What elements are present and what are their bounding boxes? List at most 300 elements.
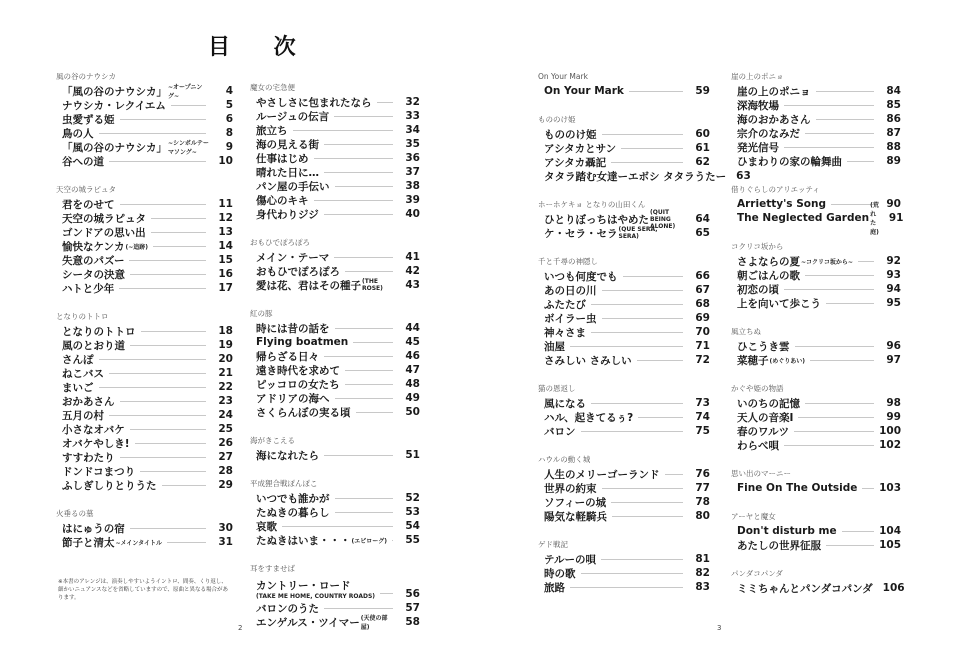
entry-title: 菜穂子 (737, 354, 769, 367)
toc-entry[interactable] (250, 264, 420, 278)
entry-title: 旅立ち (256, 124, 288, 137)
toc-entry[interactable] (731, 296, 901, 310)
leader-line (794, 431, 874, 432)
toc-entry[interactable] (731, 396, 901, 410)
leader-line (784, 105, 874, 106)
toc-entry[interactable] (250, 335, 420, 349)
toc-section (250, 238, 420, 292)
toc-entry[interactable] (56, 267, 233, 281)
entry-page-number: 65 (695, 227, 710, 239)
entry-page-number: 43 (405, 279, 420, 291)
entry-title: ボイラー虫 (544, 312, 597, 325)
toc-entry[interactable] (538, 169, 751, 183)
entry-page-number: 81 (695, 553, 710, 565)
toc-entry[interactable] (731, 581, 905, 595)
toc-entry[interactable] (56, 154, 233, 168)
entry-title: おかあさん (62, 395, 115, 408)
toc-entry[interactable] (56, 84, 233, 98)
entry-title: 世界の約束 (544, 482, 597, 495)
leader-line (324, 144, 393, 145)
toc-entry[interactable] (56, 352, 233, 366)
arrangement-note: ※本書のアレンジは、演奏しやすいようイントロ、間奏、くり返し、細かいニュアンスなどを省略していますので、原曲と異なる場合があります。 (58, 579, 229, 601)
leader-line (601, 559, 683, 560)
toc-section (538, 384, 710, 438)
entry-title: たぬきの暮らし (256, 506, 330, 519)
toc-entry[interactable] (250, 505, 420, 519)
toc-entry[interactable] (250, 193, 420, 207)
entry-page-number: 5 (225, 99, 233, 111)
toc-entry[interactable] (538, 495, 710, 509)
toc-entry[interactable] (250, 576, 420, 601)
entry-page-number: 105 (879, 539, 901, 551)
toc-entry[interactable] (56, 338, 233, 352)
toc-entry[interactable] (731, 268, 901, 282)
toc-section (56, 72, 233, 168)
toc-entry[interactable] (250, 278, 420, 292)
section-label: 崖の上のポニョ (731, 72, 784, 81)
entry-title: 風のとおり道 (62, 339, 125, 352)
section-label: 海がきこえる (250, 436, 295, 445)
leader-line (335, 186, 394, 187)
entry-title: 晴れた日に… (256, 166, 319, 179)
entry-page-number: 13 (218, 226, 233, 238)
toc-entry[interactable] (56, 394, 233, 408)
toc-section (56, 509, 233, 549)
section-label: 思い出のマーニー (731, 469, 791, 478)
toc-entry[interactable] (250, 207, 420, 221)
entry-title: 哀歌 (256, 520, 277, 533)
toc-entry[interactable] (250, 615, 420, 629)
entry-title: Arrietty's Song (737, 198, 826, 210)
entry-title: ミミちゃんとパンダコパンダ (737, 582, 873, 595)
toc-entry[interactable] (731, 282, 901, 296)
entry-title: ねこバス (62, 367, 104, 380)
toc-entry[interactable] (538, 580, 710, 594)
entry-page-number: 61 (695, 142, 710, 154)
toc-entry[interactable] (250, 405, 420, 419)
leader-line (805, 403, 874, 404)
entry-page-number: 93 (886, 269, 901, 281)
toc-entry[interactable] (731, 438, 901, 452)
toc-entry[interactable] (250, 601, 420, 615)
leader-line (621, 148, 683, 149)
toc-section (731, 384, 901, 452)
leader-line (842, 531, 874, 532)
entry-page-number: 28 (218, 465, 233, 477)
entry-page-number: 76 (695, 468, 710, 480)
entry-page-number: 30 (218, 522, 233, 534)
leader-line (151, 232, 206, 233)
entry-page-number: 15 (218, 254, 233, 266)
toc-entry[interactable] (731, 538, 901, 552)
toc-entry[interactable] (56, 112, 233, 126)
entry-title: ゴンドアの思い出 (62, 226, 146, 239)
entry-title: シータの決意 (62, 268, 125, 281)
toc-column-2 (250, 83, 420, 646)
toc-section (731, 569, 905, 595)
toc-entry[interactable] (56, 521, 233, 535)
entry-page-number: 29 (218, 479, 233, 491)
toc-entry[interactable] (250, 123, 420, 137)
entry-page-number: 99 (886, 411, 901, 423)
entry-title: ルージュの伝言 (256, 110, 330, 123)
leader-line (314, 158, 394, 159)
entry-title: 身代わりジジ (256, 208, 319, 221)
toc-entry[interactable] (250, 250, 420, 264)
entry-page-number: 10 (218, 155, 233, 167)
entry-page-number: 26 (218, 437, 233, 449)
leader-line (109, 161, 206, 162)
toc-entry[interactable] (731, 126, 901, 140)
entry-title: 愛は花、君はその種子 (256, 279, 361, 292)
entry-title: ピッコロの女たち (256, 378, 340, 391)
section-label: 天空の城ラピュタ (56, 185, 116, 194)
toc-section (250, 83, 420, 221)
entry-subtitle: (めぐりあい) (769, 357, 805, 365)
toc-entry[interactable] (250, 519, 420, 533)
entry-title: 愉快なケンカ (62, 240, 125, 253)
toc-entry[interactable] (56, 380, 233, 394)
toc-entry[interactable] (250, 377, 420, 391)
entry-title: 天人の音楽I (737, 411, 794, 424)
section-label: コクリコ坂から (731, 242, 784, 251)
section-label: 猫の恩返し (538, 384, 576, 393)
toc-entry[interactable] (56, 281, 233, 295)
entry-page-number: 87 (886, 127, 901, 139)
entry-title: Fine On The Outside (737, 482, 858, 494)
entry-title: 崖の上のポニョ (737, 85, 811, 98)
entry-title: はにゅうの宿 (62, 522, 125, 535)
entry-page-number: 24 (218, 409, 233, 421)
entry-page-number: 17 (218, 282, 233, 294)
leader-line (377, 102, 394, 103)
entry-page-number: 50 (405, 406, 420, 418)
entry-page-number: 6 (225, 113, 233, 125)
leader-line (602, 134, 684, 135)
toc-entry[interactable] (538, 410, 710, 424)
toc-entry[interactable] (731, 339, 901, 353)
toc-section (731, 185, 904, 236)
entry-title: すすわたり (62, 451, 115, 464)
entry-page-number: 75 (695, 425, 710, 437)
entry-title: タタラ踏む女達ーエボシ タタラうたー (544, 170, 727, 183)
leader-line (356, 412, 394, 413)
entry-page-number: 49 (405, 392, 420, 404)
entry-page-number: 71 (695, 340, 710, 352)
toc-entry[interactable] (250, 363, 420, 377)
toc-entry[interactable] (56, 464, 233, 478)
toc-entry[interactable] (538, 311, 710, 325)
toc-entry[interactable] (56, 197, 233, 211)
entry-title: 初恋の頃 (737, 283, 779, 296)
toc-entry[interactable] (250, 179, 420, 193)
section-label: 紅の豚 (250, 309, 273, 318)
leader-line (335, 328, 394, 329)
toc-entry[interactable] (250, 137, 420, 151)
toc-entry[interactable] (56, 239, 233, 253)
leader-line (602, 488, 684, 489)
entry-title: ナウシカ・レクイエム (62, 99, 166, 112)
toc-entry[interactable] (250, 391, 420, 405)
toc-section (731, 327, 901, 367)
entry-page-number: 96 (886, 340, 901, 352)
entry-page-number: 53 (405, 506, 420, 518)
entry-page-number: 45 (405, 336, 420, 348)
entry-title: 傷心のキキ (256, 194, 309, 207)
toc-entry[interactable] (538, 208, 710, 230)
entry-page-number: 36 (405, 152, 420, 164)
entry-title: メイン・テーマ (256, 251, 330, 264)
toc-entry[interactable] (56, 140, 233, 154)
entry-page-number: 52 (405, 492, 420, 504)
entry-page-number: 34 (405, 124, 420, 136)
entry-title: 人生のメリーゴーランド (544, 468, 660, 481)
toc-entry[interactable] (538, 353, 710, 367)
entry-page-number: 58 (405, 616, 420, 628)
toc-entry[interactable] (250, 321, 420, 335)
toc-section (56, 185, 233, 295)
entry-page-number: 84 (886, 85, 901, 97)
section-label: 借りぐらしのアリエッティ (731, 185, 820, 194)
entry-title: 上を向いて歩こう (737, 297, 821, 310)
leader-line (167, 542, 206, 543)
leader-line (282, 526, 393, 527)
leader-line (151, 218, 206, 219)
entry-page-number: 25 (218, 423, 233, 435)
entry-page-number: 69 (695, 312, 710, 324)
toc-entry[interactable] (56, 98, 233, 112)
entry-title: ふたたび (544, 298, 586, 311)
entry-title: 油屋 (544, 340, 565, 353)
entry-page-number: 56 (405, 588, 420, 600)
toc-entry[interactable] (250, 448, 420, 462)
toc-entry[interactable] (538, 509, 710, 523)
entry-title: おもひでぽろぽろ (256, 265, 340, 278)
leader-line (784, 289, 874, 290)
toc-section (538, 200, 710, 240)
section-label: 耳をすませば (250, 564, 295, 573)
entry-page-number: 102 (879, 439, 901, 451)
entry-page-number: 94 (886, 283, 901, 295)
entry-page-number: 88 (886, 141, 901, 153)
toc-entry[interactable] (56, 366, 233, 380)
entry-title-block (256, 578, 375, 600)
toc-entry[interactable] (731, 140, 901, 154)
entry-page-number: 42 (405, 265, 420, 277)
section-label: となりのトトロ (56, 312, 109, 321)
section-label: On Your Mark (538, 72, 588, 81)
entry-title: 「風の谷のナウシカ」 (62, 85, 167, 98)
toc-entry[interactable] (538, 84, 710, 98)
toc-entry[interactable] (56, 450, 233, 464)
leader-line (612, 516, 683, 517)
entry-page-number: 20 (218, 353, 233, 365)
toc-entry[interactable] (538, 325, 710, 339)
entry-title: ハトと少年 (62, 282, 115, 295)
entry-title: Don't disturb me (737, 525, 837, 537)
leader-line (638, 417, 683, 418)
entry-title: 発光信号 (737, 141, 779, 154)
entry-title: 時の歌 (544, 567, 576, 580)
toc-entry[interactable] (731, 98, 901, 112)
entry-subtitle: ~メインタイトル (115, 539, 163, 547)
entry-title: 虫愛ずる姫 (62, 113, 115, 126)
leader-line (130, 345, 206, 346)
entry-page-number: 64 (695, 213, 710, 225)
toc-entry[interactable] (56, 436, 233, 450)
toc-entry[interactable] (538, 467, 710, 481)
entry-title: たぬきはいま・・・ (256, 534, 351, 547)
leader-line (324, 214, 393, 215)
toc-entry[interactable] (538, 424, 710, 438)
leader-line (591, 332, 683, 333)
toc-entry[interactable] (250, 165, 420, 179)
toc-entry[interactable] (731, 410, 901, 424)
entry-page-number: 19 (218, 339, 233, 351)
entry-page-number: 82 (695, 567, 710, 579)
toc-entry[interactable] (56, 422, 233, 436)
leader-line (99, 359, 207, 360)
entry-page-number: 80 (695, 510, 710, 522)
entry-title: ハル、起きてるぅ? (544, 411, 634, 424)
toc-entry[interactable] (56, 535, 233, 549)
entry-page-number: 23 (218, 395, 233, 407)
page-title: 目 次 (208, 35, 314, 60)
leader-line (120, 457, 206, 458)
leader-line (141, 331, 207, 332)
entry-title: 仕事はじめ (256, 152, 309, 165)
toc-entry[interactable] (250, 349, 420, 363)
page-number-left: 2 (238, 624, 243, 632)
toc-entry[interactable] (538, 566, 710, 580)
toc-entry[interactable] (56, 324, 233, 338)
entry-title: アシタカとサン (544, 142, 617, 155)
entry-page-number: 54 (405, 520, 420, 532)
leader-line (623, 276, 684, 277)
leader-line (130, 429, 206, 430)
entry-page-number: 40 (405, 208, 420, 220)
entry-title: 海になれたら (256, 449, 319, 462)
entry-title: 深海牧場 (737, 99, 779, 112)
toc-section (731, 469, 901, 495)
toc-entry[interactable] (56, 478, 233, 492)
leader-line (345, 370, 393, 371)
toc-entry[interactable] (56, 408, 233, 422)
entry-page-number: 98 (886, 397, 901, 409)
entry-subtitle: (天使の部屋) (360, 615, 388, 631)
toc-entry[interactable] (538, 297, 710, 311)
entry-page-number: 68 (695, 298, 710, 310)
entry-subtitle: ~オープニング~ (168, 84, 203, 100)
entry-page-number: 16 (218, 268, 233, 280)
entry-page-number: 100 (879, 425, 901, 437)
entry-page-number: 67 (695, 284, 710, 296)
entry-page-number: 41 (405, 251, 420, 263)
leader-line (826, 303, 874, 304)
entry-page-number: 74 (695, 411, 710, 423)
toc-entry[interactable] (56, 225, 233, 239)
toc-entry[interactable] (250, 109, 420, 123)
toc-entry[interactable] (731, 424, 901, 438)
entry-title: アドリアの海へ (256, 392, 330, 405)
entry-title: やさしさに包まれたなら (256, 96, 372, 109)
leader-line (120, 401, 207, 402)
entry-page-number: 70 (695, 326, 710, 338)
entry-page-number: 48 (405, 378, 420, 390)
entry-title: 朝ごはんの歌 (737, 269, 800, 282)
toc-entry[interactable] (538, 141, 710, 155)
toc-entry[interactable] (538, 481, 710, 495)
entry-page-number: 86 (886, 113, 901, 125)
toc-entry[interactable] (538, 339, 710, 353)
entry-page-number: 104 (879, 525, 901, 537)
entry-title: オバケやしき! (62, 437, 130, 450)
leader-line (130, 274, 206, 275)
toc-entry[interactable] (538, 127, 710, 141)
leader-line (293, 130, 394, 131)
toc-entry[interactable] (538, 552, 710, 566)
toc-entry[interactable] (538, 269, 710, 283)
leader-line (335, 398, 394, 399)
entry-title: 風になる (544, 397, 586, 410)
entry-title: テルーの唄 (544, 553, 596, 566)
toc-entry[interactable] (250, 533, 420, 547)
entry-title: 失意のパズー (62, 254, 125, 267)
entry-page-number: 73 (695, 397, 710, 409)
entry-page-number: 95 (886, 297, 901, 309)
leader-line (99, 387, 207, 388)
entry-page-number: 89 (886, 155, 901, 167)
leader-line (591, 403, 683, 404)
leader-line (862, 488, 874, 489)
toc-entry[interactable] (250, 151, 420, 165)
toc-section (538, 540, 710, 594)
leader-line (392, 540, 393, 541)
leader-line (109, 415, 206, 416)
toc-entry[interactable] (538, 155, 710, 169)
entry-page-number: 72 (695, 354, 710, 366)
toc-entry[interactable] (56, 253, 233, 267)
toc-entry[interactable] (731, 154, 901, 168)
entry-page-number: 92 (886, 255, 901, 267)
toc-entry[interactable] (731, 84, 901, 98)
toc-entry[interactable] (250, 95, 420, 109)
leader-line (120, 119, 207, 120)
entry-page-number: 27 (218, 451, 233, 463)
entry-title: 帰らざる日々 (256, 350, 319, 363)
toc-entry[interactable] (250, 491, 420, 505)
toc-entry[interactable] (731, 112, 901, 126)
section-label: もののけ姫 (538, 115, 576, 124)
leader-line (135, 443, 206, 444)
page-number-right: 3 (717, 624, 722, 632)
entry-title: いつでも誰かが (256, 492, 330, 505)
leader-line (570, 587, 683, 588)
toc-entry[interactable] (56, 211, 233, 225)
toc-entry[interactable] (538, 283, 710, 297)
toc-entry[interactable] (731, 353, 901, 367)
entry-page-number: 90 (886, 198, 901, 210)
toc-entry[interactable] (731, 481, 901, 495)
leader-line (120, 204, 207, 205)
entry-title: いのちの記憶 (737, 397, 800, 410)
toc-entry[interactable] (731, 254, 901, 268)
toc-entry[interactable] (731, 524, 901, 538)
entry-page-number: 57 (405, 602, 420, 614)
entry-title: あの日の川 (544, 284, 597, 297)
leader-line (831, 204, 874, 205)
toc-entry[interactable] (538, 396, 710, 410)
